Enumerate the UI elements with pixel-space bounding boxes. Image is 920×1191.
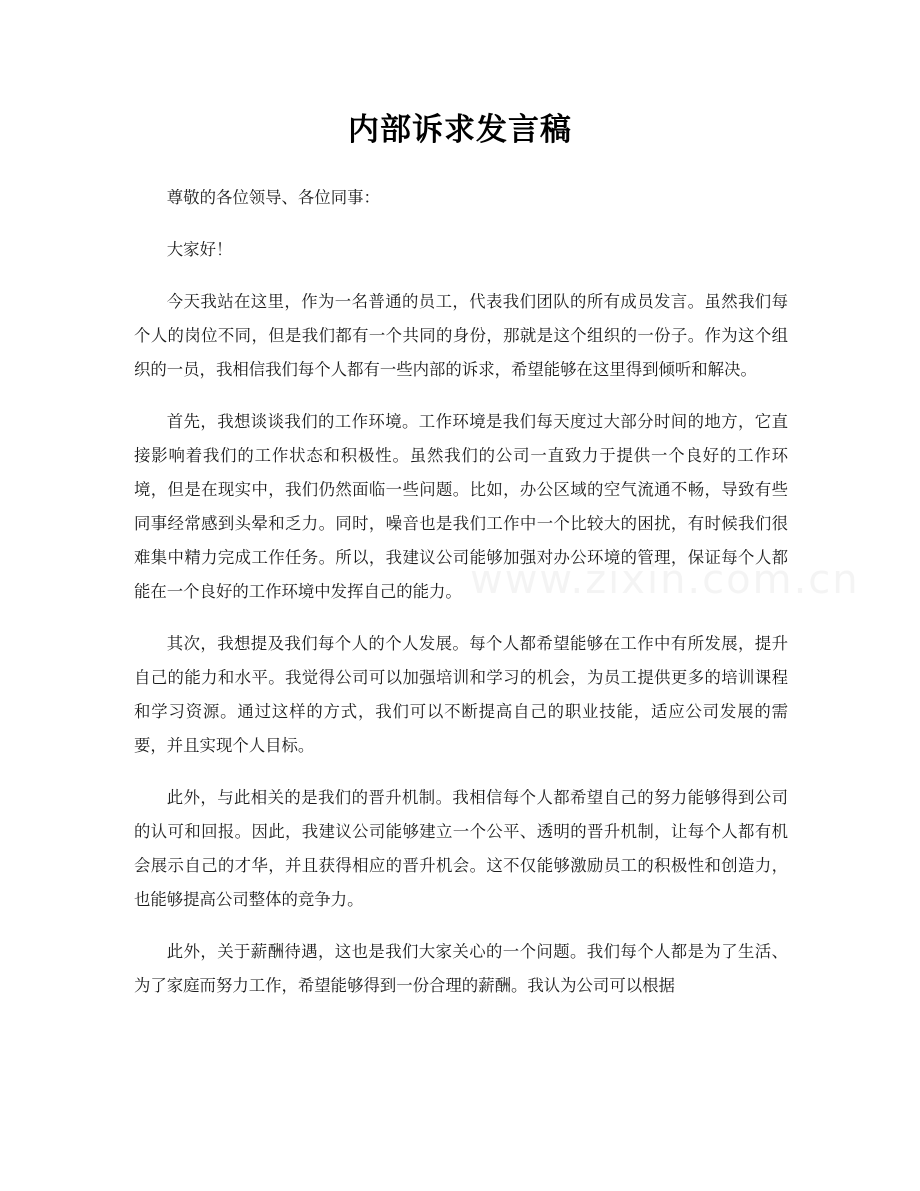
watermark: www.zixin.com.cn bbox=[470, 557, 860, 603]
salary-paragraph: 此外，关于薪酬待遇，这也是我们大家关心的一个问题。我们每个人都是为了生活、为了家庭而努力工作，希望能够得到一份合理的薪酬。我认为公司可以根据 bbox=[134, 942, 788, 995]
work-environment-paragraph: 首先，我想谈谈我们的工作环境。工作环境是我们每天度过大部分时间的地方，它直接影响着我们的工作状态和积极性。虽然我们的公司一直致力于提供一个良好的工作环境，但是在现实中，我们仍然面临一些问题。比如，办公区域的空气流通不畅，导致有些同事经常感到头晕和乏力。同时，噪音也是我们工作中一个比较大的困扰，有时候我们很难集中精力完成工作任务。所以，我建议公司能够加强对办公环境的管理，保证每个人都能在一个良好的工作环境中发挥自己的能力。 bbox=[134, 412, 788, 601]
intro-paragraph: 今天我站在这里，作为一名普通的员工，代表我们团队的所有成员发言。虽然我们每个人的岗位不同，但是我们都有一个共同的身份，那就是这个组织的一份子。作为这个组织的一员，我相信我们每个人都有一些内部的诉求，希望能够在这里得到倾听和解决。 bbox=[134, 292, 788, 379]
document-title: 内部诉求发言稿 bbox=[348, 112, 572, 148]
personal-development-paragraph: 其次，我想提及我们每个人的个人发展。每个人都希望能够在工作中有所发展，提升自己的能力和水平。我觉得公司可以加强培训和学习的机会，为员工提供更多的培训课程和学习资源。通过这样的方式，我们可以不断提高自己的职业技能，适应公司发展的需要，并且实现个人目标。 bbox=[134, 634, 788, 755]
promotion-paragraph: 此外，与此相关的是我们的晋升机制。我相信每个人都希望自己的努力能够得到公司的认可和回报。因此，我建议公司能够建立一个公平、透明的晋升机制，让每个人都有机会展示自己的才华，并且获得相应的晋升机会。这不仅能够激励员工的积极性和创造力，也能够提高公司整体的竞争力。 bbox=[134, 788, 788, 909]
greeting-paragraph: 大家好！ bbox=[166, 240, 233, 259]
salutation-paragraph: 尊敬的各位领导、各位同事： bbox=[166, 188, 380, 207]
